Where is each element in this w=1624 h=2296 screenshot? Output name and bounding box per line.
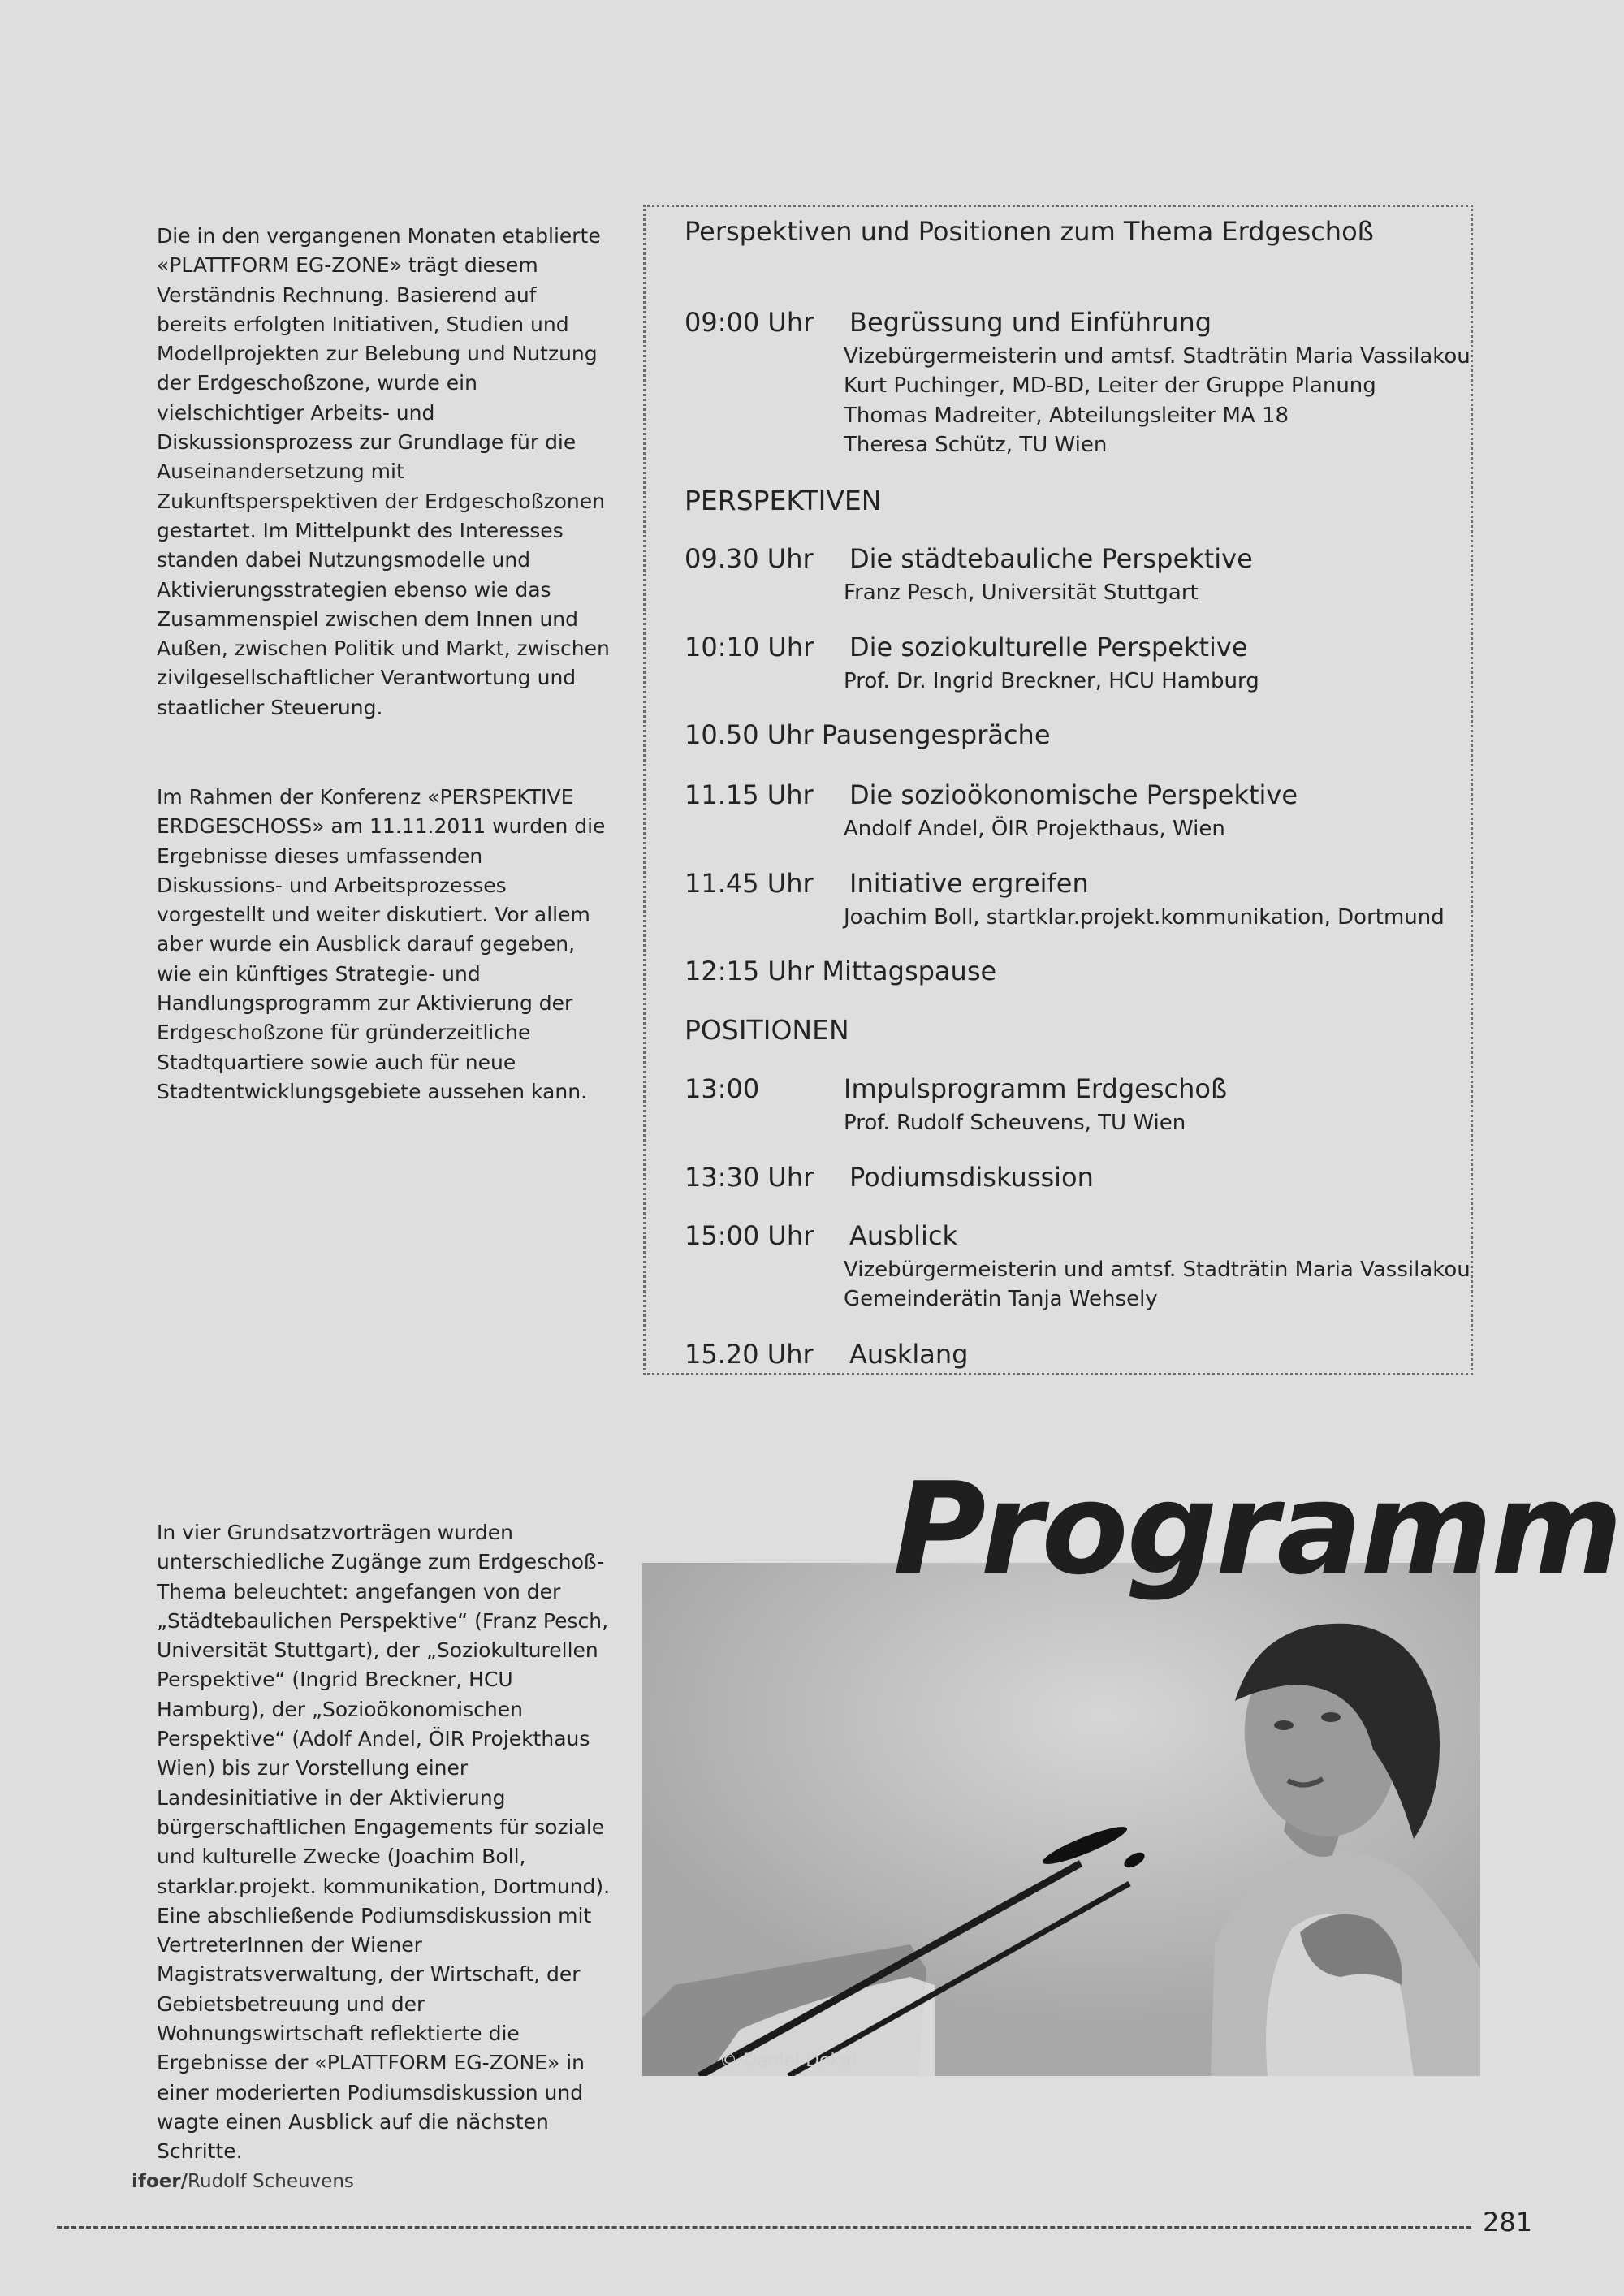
slot-talk: Begrüssung und Einführung <box>849 307 1212 338</box>
slot-time: 10:10 Uhr <box>685 632 814 662</box>
slot-time: 09:00 Uhr <box>685 307 814 338</box>
author-credit <box>132 2171 354 2192</box>
slot-talk: Impulsprogramm Erdgeschoß <box>844 1073 1228 1104</box>
intro-text-2: Im Rahmen der Konferenz «PERSPEKTIVE ERDGESCHOSS» am 11.11.2011 wurden die Ergebnisse dieses umfassenden Diskussions- und Arbeitsprozesses vorgestellt und weiter diskutiert. Vor allem aber wurde ein Ausblick darauf gegeben, wie ein künftiges Strategie- und Handlungsprogramm zur Aktivierung der Erdgeschoßzone für gründerzeitliche Stadtquartiere sowie auch für neue Stadtentwicklungsgebiete aussehen kann. <box>157 785 606 1103</box>
photo-credit: © Daniel Dokal <box>719 2051 857 2071</box>
speaker-photo <box>642 1563 1480 2076</box>
slot-talk: Die städtebauliche Perspektive <box>849 543 1253 574</box>
slot-person: Theresa Schütz, TU Wien <box>844 432 1108 457</box>
summary-paragraph <box>157 1518 611 2167</box>
author-name: Rudolf Scheuvens <box>188 2171 354 2192</box>
program-title: Perspektiven und Positionen zum Thema Erdgeschoß <box>685 216 1374 247</box>
slot-person: Prof. Rudolf Scheuvens, TU Wien <box>844 1111 1186 1135</box>
speaker-photo-illustration <box>642 1563 1480 2076</box>
intro-paragraph-2 <box>157 783 611 1107</box>
slot-talk: Initiative ergreifen <box>849 868 1089 899</box>
slot-person: Andolf Andel, ÖIR Projekthaus, Wien <box>844 817 1225 841</box>
slot-person: Franz Pesch, Universität Stuttgart <box>844 580 1199 605</box>
slot-person: Kurt Puchinger, MD-BD, Leiter der Gruppe Planung <box>844 373 1376 399</box>
slot-talk: Ausklang <box>849 1339 969 1370</box>
slot-time: 15.20 Uhr <box>685 1339 814 1370</box>
author-org: ifoer/ <box>132 2171 188 2192</box>
slot-person: Prof. Dr. Ingrid Breckner, HCU Hamburg <box>844 669 1259 693</box>
slot-people <box>844 814 1225 844</box>
slot-time: 13:00 <box>685 1073 760 1104</box>
slot-time: 11.45 Uhr <box>685 868 814 899</box>
break-label: 12:15 Uhr Mittagspause <box>685 956 997 986</box>
intro-paragraph-1 <box>157 222 611 723</box>
slot-people <box>844 667 1259 696</box>
slot-talk: Ausblick <box>849 1220 958 1251</box>
footer-divider <box>57 2226 1471 2229</box>
slot-person: Thomas Madreiter, Abteilungsleiter MA 18 <box>844 403 1289 428</box>
slot-people <box>844 578 1199 607</box>
section-positionen: POSITIONEN <box>685 1014 849 1046</box>
summary-text: In vier Grundsatzvorträgen wurden unterschiedliche Zugänge zum Erdgeschoß-Thema beleuchtet: angefangen von der „Städtebaulichen Perspektive“ (Franz Pesch, Universität Stuttgart), der „Soziokulturellen Perspektive“ (Ingrid Breckner, HCU Hamburg), der „Sozioökonomischen Perspektive“ (Adolf Andel, ÖIR Projekthaus Wien) bis zur Vorstellung einer Landesinitiative in der Aktivierung bürgerschaftlichen Engagements für soziale und kulturelle Zwecke (Joachim Boll, starklar.projekt. kommunikation, Dortmund). Eine abschließende Podiumsdiskussion mit VertreterInnen der Wiener Magistratsverwaltung, der Wirtschaft, der Gebietsbetreuung und der Wohnungswirtschaft reflektierte die Ergebnisse der «PLATTFORM EG-ZONE» in einer moderierten Podiumsdiskussion und wagte einen Ausblick auf die nächsten Schritte. <box>157 1521 611 2164</box>
slot-people <box>844 1255 1471 1314</box>
slot-people <box>844 903 1445 932</box>
slot-time: 15:00 Uhr <box>685 1220 814 1251</box>
slot-talk: Die sozioökonomische Perspektive <box>849 779 1298 810</box>
programm-heading: Programm <box>893 1455 1622 1603</box>
intro-text-1: Die in den vergangenen Monaten etablierte «PLATTFORM EG-ZONE» trägt diesem Verständnis Rechnung. Basierend auf bereits erfolgten Initiativen, Studien und Modellprojekten zur Belebung und Nutzung der Erdgeschoßzone, wurde ein vielschichtiger Arbeits- und Diskussionsprozess zur Grundlage für die Auseinandersetzung mit Zukunftsperspektiven der Erdgeschoßzonen gestartet. Im Mittelpunkt des Interesses standen dabei Nutzungsmodelle und Aktivierungsstrategien ebenso wie das Zusammenspiel zwischen dem Innen und Außen, zwischen Politik und Markt, zwischen zivilgesellschaftlicher Verantwortung und staatlicher Steuerung. <box>157 224 610 719</box>
slot-talk: Die soziokulturelle Perspektive <box>849 632 1248 662</box>
slot-people <box>844 1108 1186 1137</box>
slot-person: Vizebürgermeisterin und amtsf. Stadträtin Maria Vassilakou <box>844 344 1471 369</box>
slot-time: 09.30 Uhr <box>685 543 814 574</box>
break-label: 10.50 Uhr Pausengespräche <box>685 719 1051 750</box>
page-number: 281 <box>1483 2207 1533 2238</box>
slot-talk: Podiumsdiskussion <box>849 1162 1094 1193</box>
slot-person: Gemeinderätin Tanja Wehsely <box>844 1287 1158 1312</box>
slot-time: 13:30 Uhr <box>685 1162 814 1193</box>
slot-person: Joachim Boll, startklar.projekt.kommunikation, Dortmund <box>844 905 1445 930</box>
slot-people <box>844 342 1471 460</box>
slot-time: 11.15 Uhr <box>685 779 814 810</box>
slot-person: Vizebürgermeisterin und amtsf. Stadträtin Maria Vassilakou <box>844 1258 1471 1282</box>
section-perspektiven: PERSPEKTIVEN <box>685 485 882 516</box>
